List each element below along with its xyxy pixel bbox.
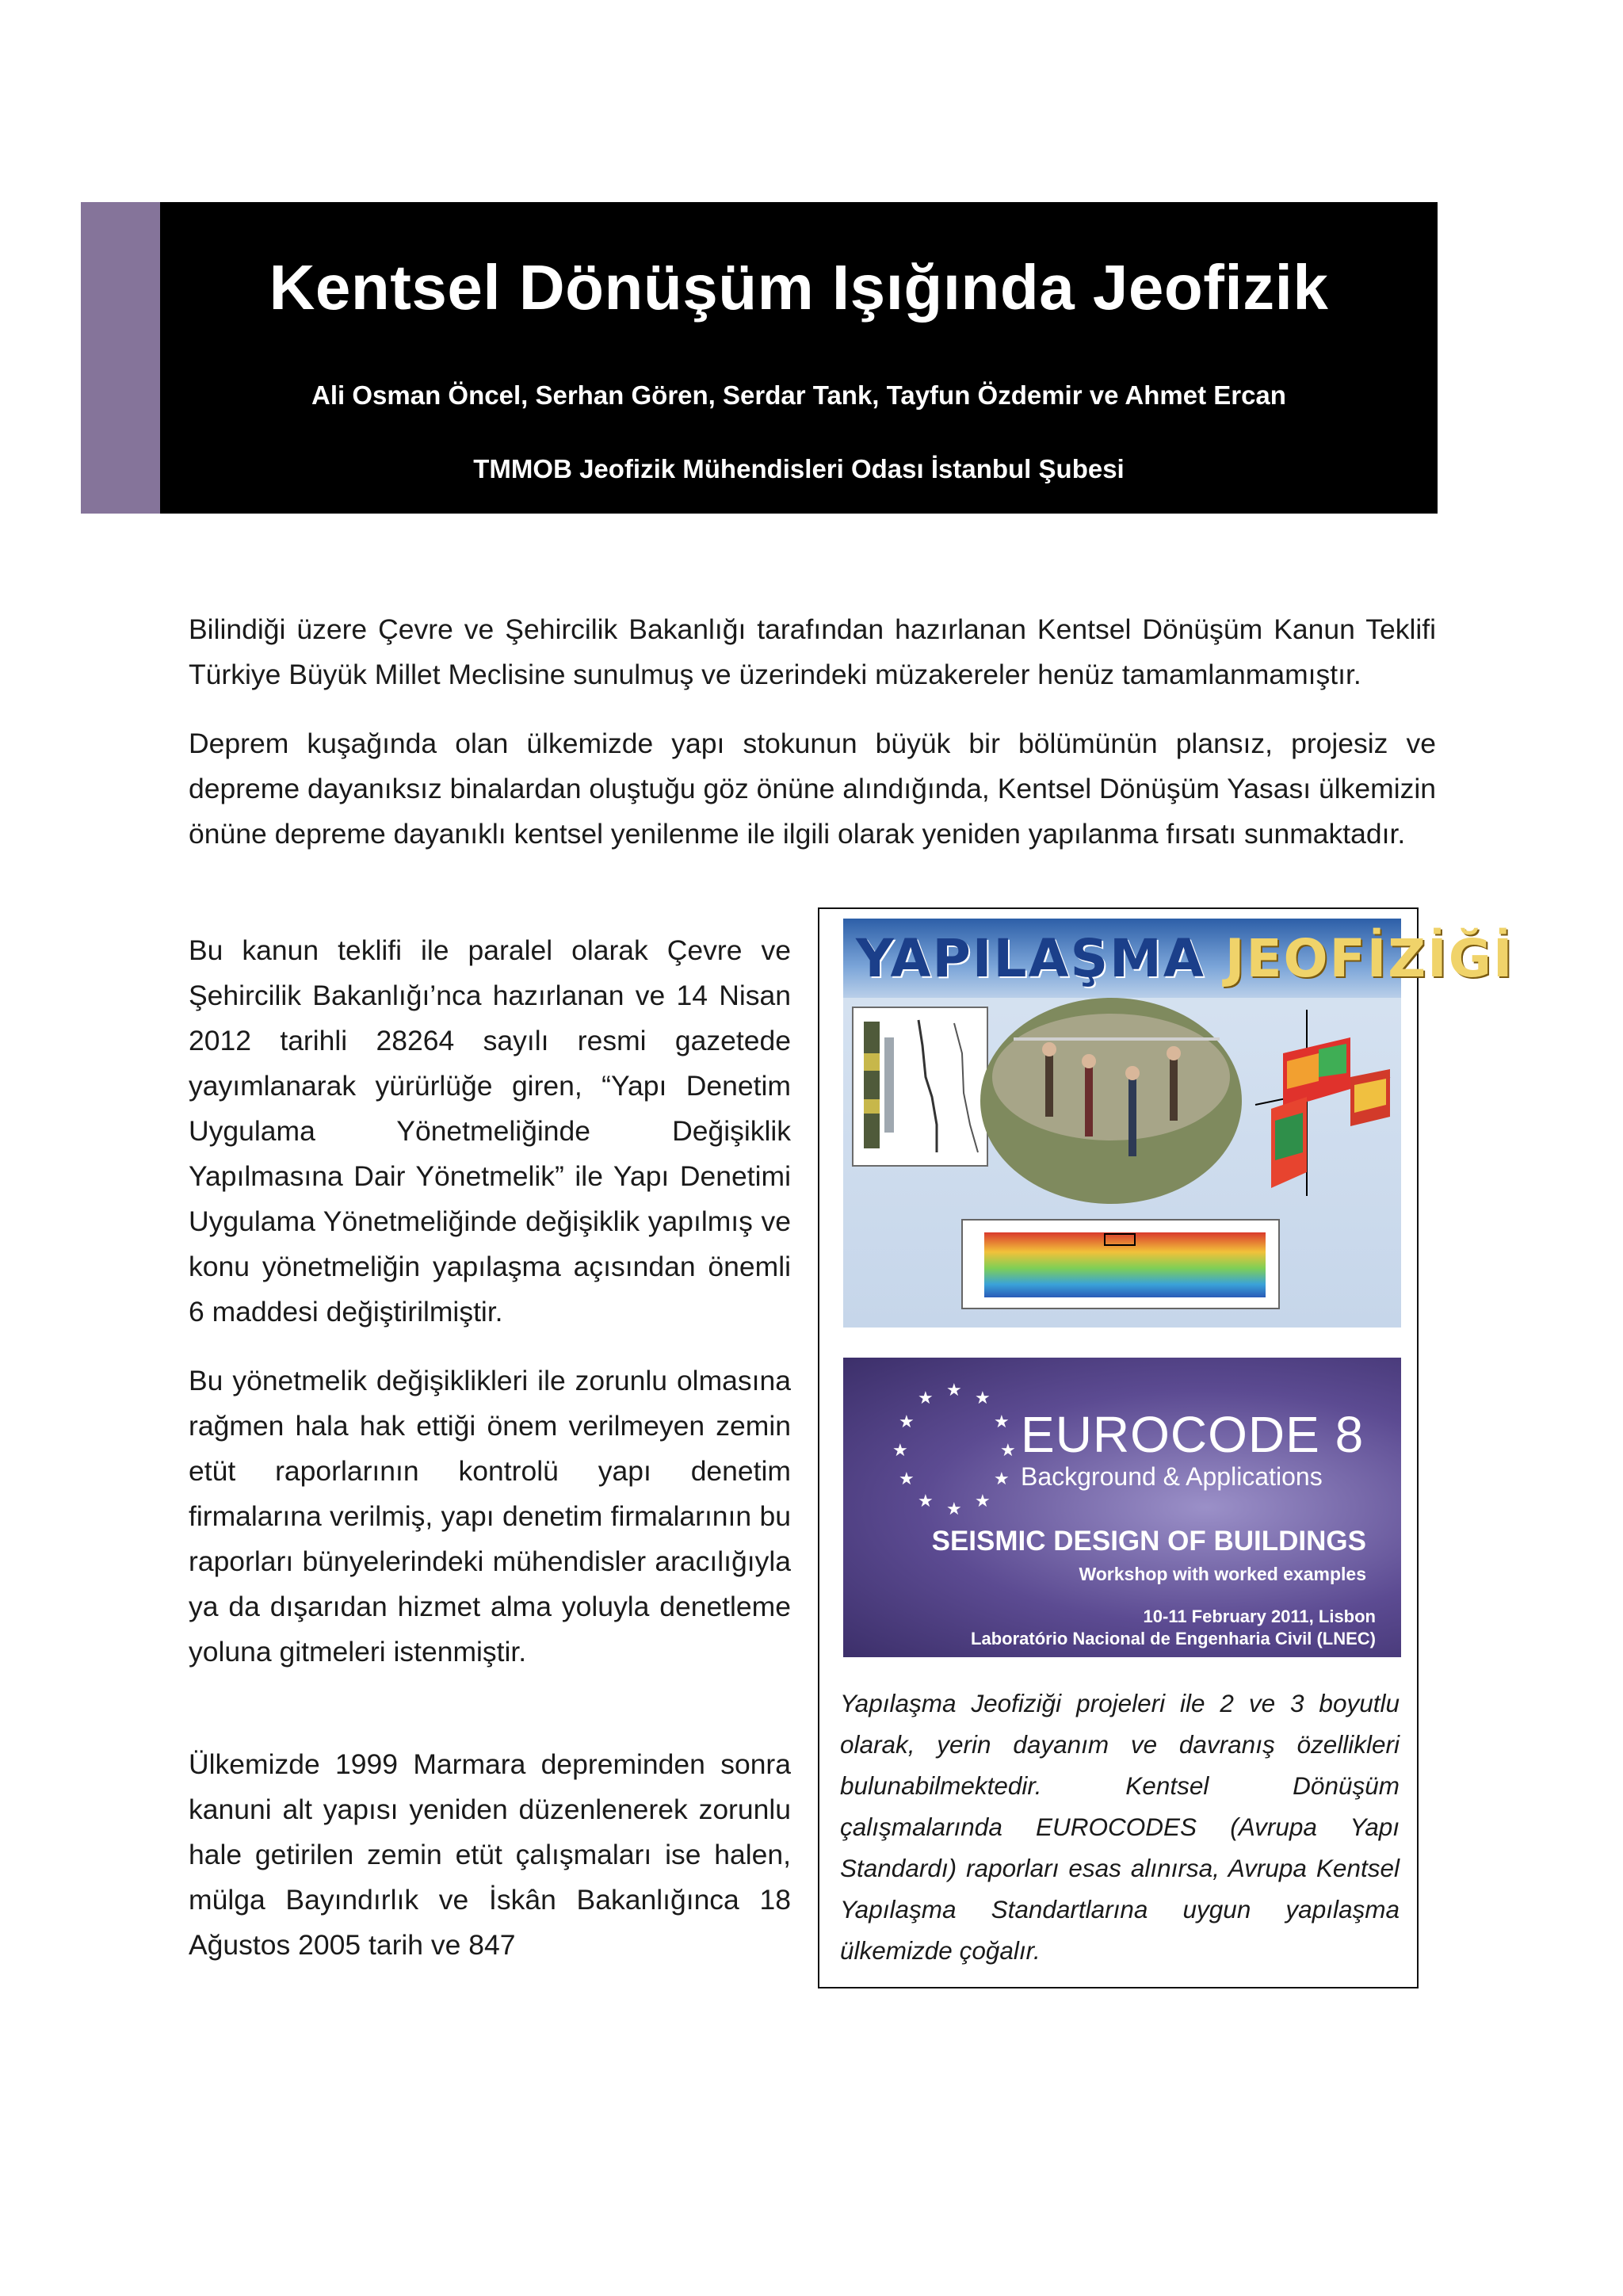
event-date-place: 10-11 February 2011, Lisbon [1143, 1606, 1376, 1626]
banner-word-2: JEOFİZİĞİ [1224, 928, 1514, 989]
eu-star-icon: ★ [946, 1499, 962, 1519]
geophysics-collage-graphic [843, 919, 1401, 1328]
paragraph-regulation: Bu kanun teklifi ile paralel olarak Çevre ve Şehircilik Bakanlığı’nca hazırlanan ve 14 Nisan 2012 tarihli 28264 sayılı resmi gazetede yayımlanarak yürürlüğe giren, “Yapı Denetim Uygulama Yönetmeliğinde Değişiklik Yapılmasına Dair Yönetmelik” ile Yapı Denetimi Uygulama Yönetmeliğinde değişiklik yapılmış ve konu yönetmeliğin yapılaşma açısından önemli 6 maddesi değiştirilmiştir. [189, 934, 791, 1328]
eu-star-icon: ★ [994, 1412, 1010, 1431]
eu-star-icon: ★ [918, 1491, 934, 1511]
resistivity-section [984, 1232, 1266, 1297]
eurocode-title: EUROCODE 8 [1021, 1406, 1365, 1463]
tomography-3d-block [1255, 1010, 1390, 1196]
figure-box [818, 907, 1514, 1988]
eu-star-icon: ★ [899, 1412, 915, 1431]
header-accent-bar [81, 202, 160, 514]
title-banner [160, 202, 1438, 514]
eu-star-icon: ★ [994, 1469, 1010, 1488]
eu-star-icon: ★ [918, 1388, 934, 1408]
author-list: Ali Osman Öncel, Serhan Gören, Serdar Tank, Tayfun Özdemir ve Ahmet Ercan [311, 380, 1286, 410]
eu-star-icon: ★ [975, 1491, 991, 1511]
eurocode-8-image [843, 1358, 1401, 1657]
eu-star-icon: ★ [899, 1469, 915, 1488]
eu-star-icon: ★ [1000, 1440, 1016, 1460]
eurocode-subtitle: Background & Applications [1021, 1462, 1323, 1491]
yapilasma-jeofizigi-image [843, 919, 1514, 1328]
paragraph-soil-reports: Bu yönetmelik değişiklikleri ile zorunlu olmasına rağmen hala hak ettiği önem verilmeyen zemin etüt raporlarının kontrolü yapı denetim firmalarına verilmiş, yapı denetim firmalarının bu raporları bünyelerindeki mühendisler aracılığıyla ya da dışarıdan hizmet alma yoluyla denetleme yoluna gitmeleri istenmiştir. [189, 1365, 791, 1668]
eu-star-icon: ★ [975, 1388, 991, 1408]
workshop-subtitle: Workshop with worked examples [1079, 1564, 1366, 1584]
page-title: Kentsel Dönüşüm Işığında Jeofizik [269, 252, 1329, 323]
seismic-design-title: SEISMIC DESIGN OF BUILDINGS [931, 1526, 1366, 1557]
paragraph-intro: Bilindiği üzere Çevre ve Şehircilik Bakanlığı tarafından hazırlanan Kentsel Dönüşüm Kanun Teklifi Türkiye Büyük Millet Meclisine sunulmuş ve üzerindeki müzakereler henüz tamamlanmamıştır. [189, 613, 1436, 690]
figure-caption: Yapılaşma Jeofiziği projeleri ile 2 ve 3 boyutlu olarak, yerin dayanım ve davranış özellikleri bulunabilmektedir. Kentsel Dönüşüm çalışmalarında EUROCODES (Avrupa Yapı Standardı) raporları esas alınırsa, Avrupa Kentsel Yapılaşma Standartlarına uygun yapılaşma ülkemizde çoğalır. [840, 1689, 1400, 1965]
eu-star-icon: ★ [946, 1380, 962, 1400]
banner-word-1: YAPILAŞMA [856, 928, 1205, 989]
event-institution: Laboratório Nacional de Engenharia Civil (LNEC) [971, 1629, 1376, 1648]
eu-star-icon: ★ [892, 1440, 908, 1460]
paragraph-marmara: Ülkemizde 1999 Marmara depreminden sonra kanuni alt yapısı yeniden düzenlenerek zorunlu hale getirilen zemin etüt çalışmaları ise halen, mülga Bayındırlık ve İskân Bakanlığınca 18 Ağustos 2005 tarih ve 847 [189, 1748, 791, 1961]
borehole-column [864, 1022, 880, 1148]
paragraph-earthquake-zone: Deprem kuşağında olan ülkemizde yapı stokunun büyük bir bölümünün plansız, projesiz ve depreme dayanıksız binalardan oluştuğu göz önüne alındığında, Kentsel Dönüşüm Yasası ülkemizin önüne depreme dayanıklı kentsel yenilenme ile ilgili olarak yeniden yapılanma fırsatı sunmaktadır. [189, 728, 1436, 850]
affiliation: TMMOB Jeofizik Mühendisleri Odası İstanbul Şubesi [473, 454, 1125, 483]
